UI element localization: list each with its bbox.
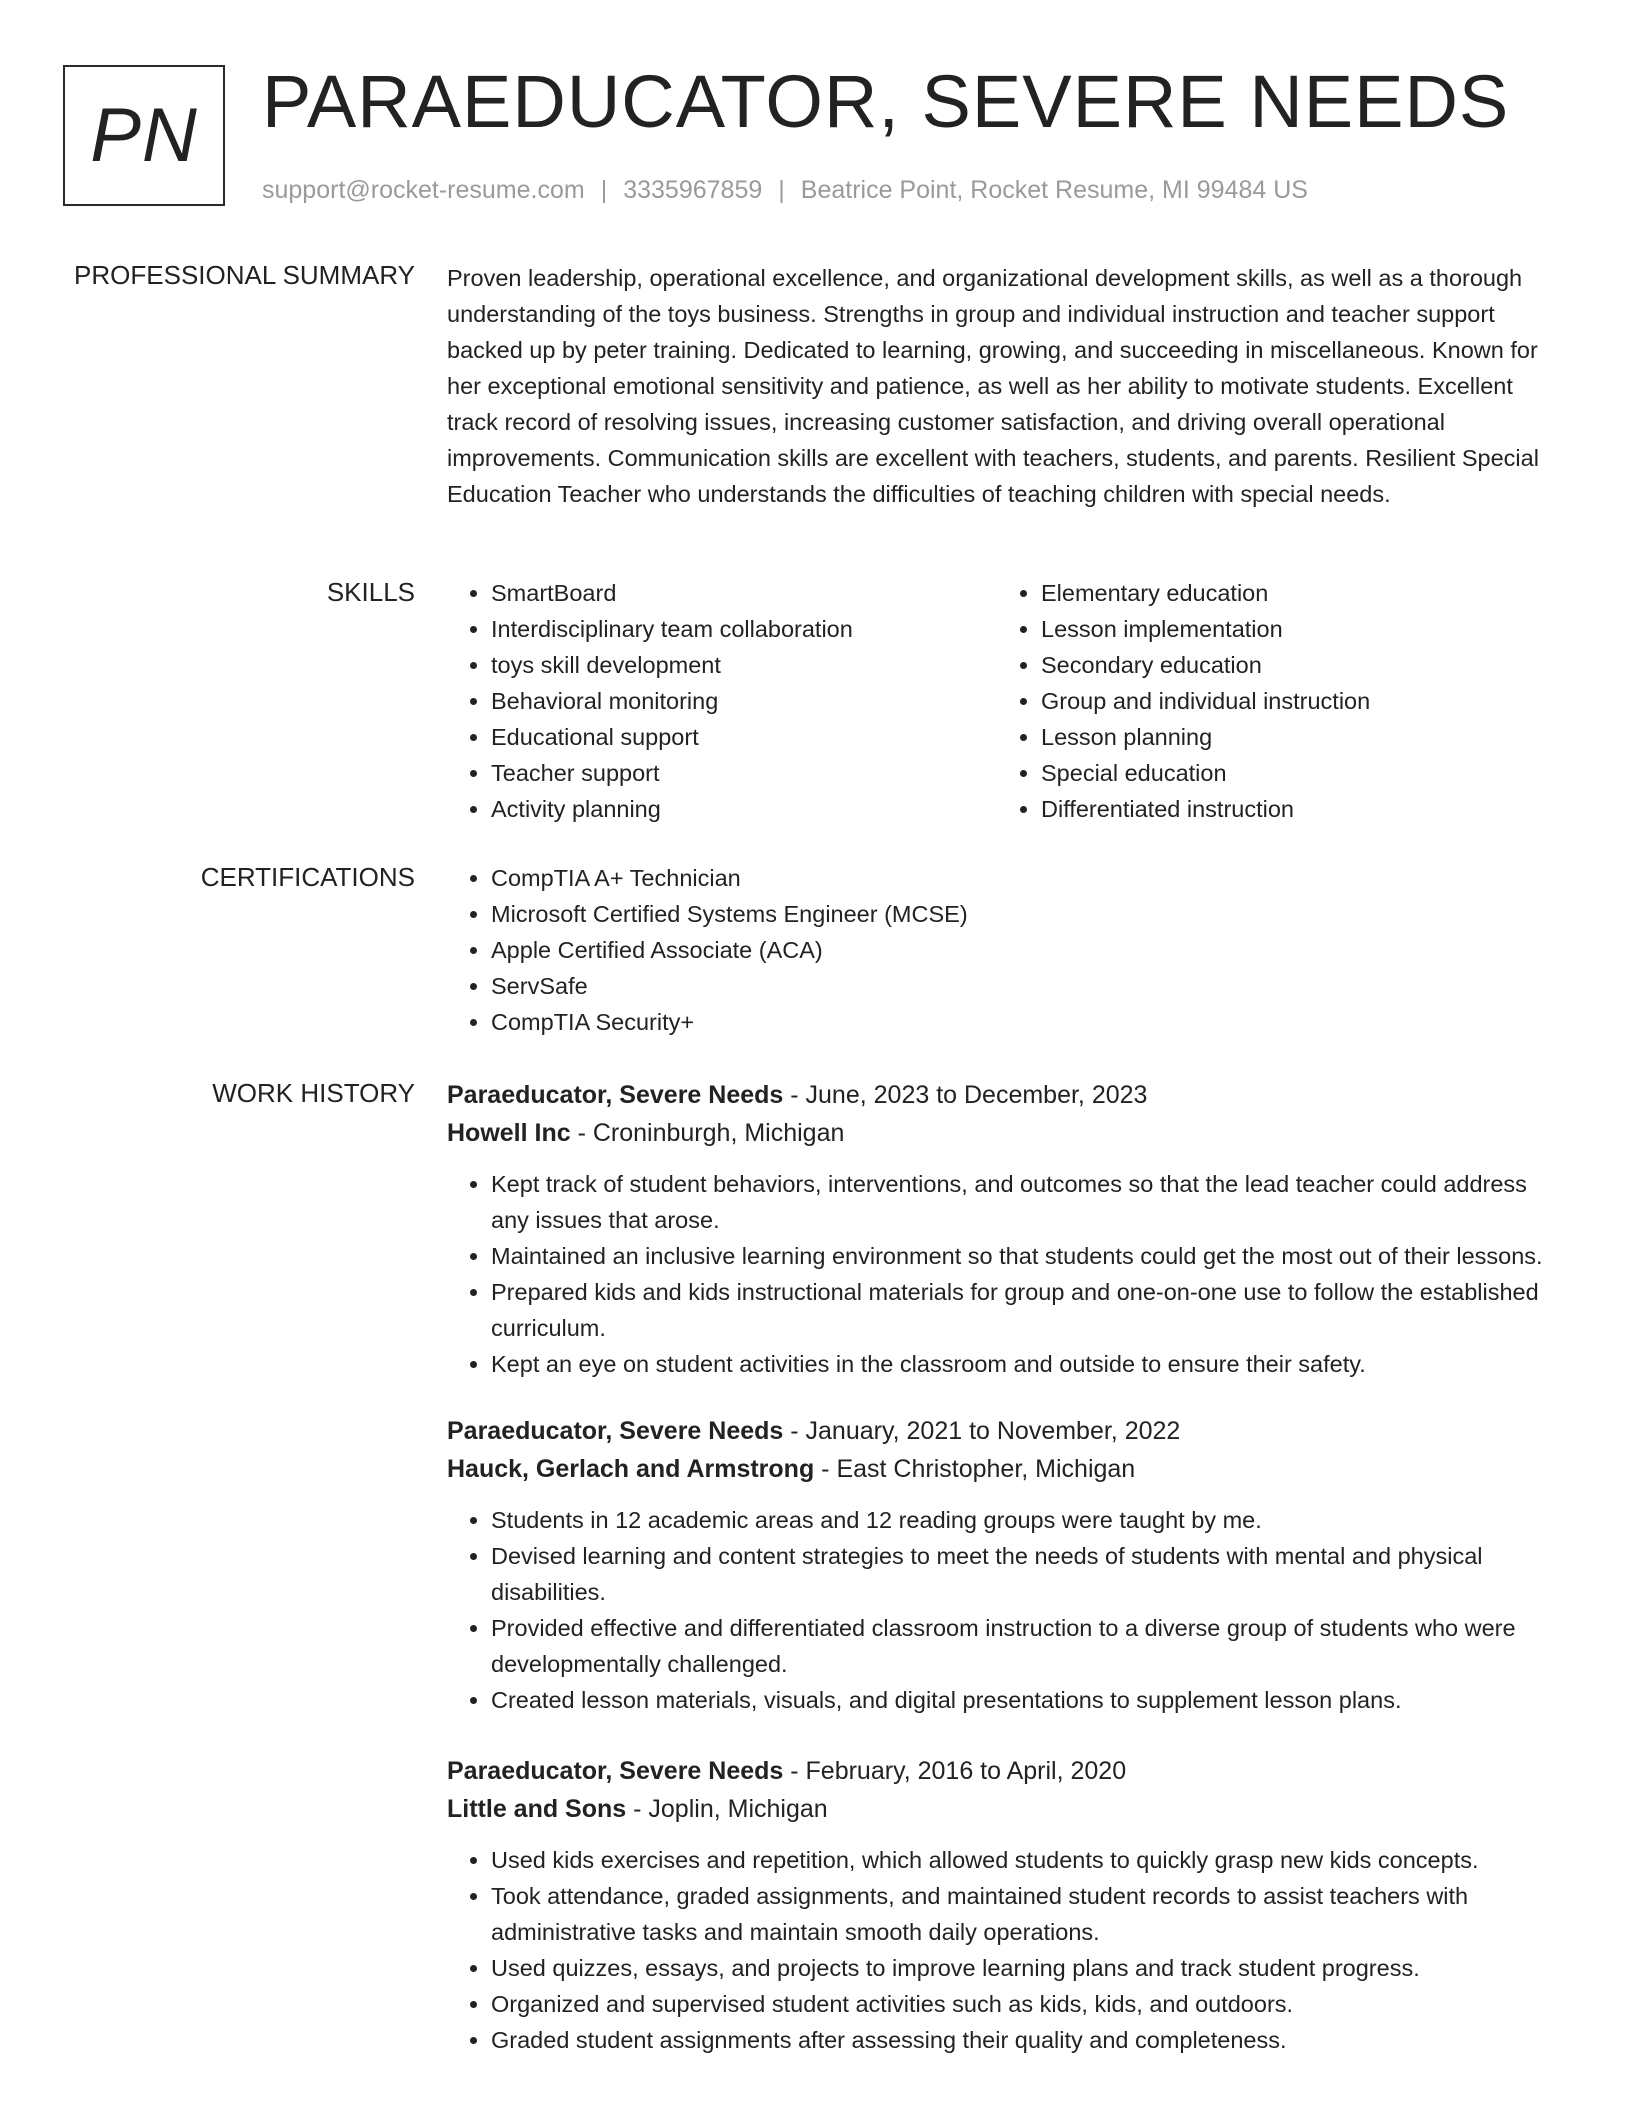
job-role: Paraeducator, Severe Needs <box>447 1081 784 1109</box>
summary-heading: PROFESSIONAL SUMMARY <box>74 260 415 290</box>
job-title-line <box>447 1412 1562 1450</box>
job-entry <box>447 1752 1562 2058</box>
certifications-list <box>447 860 1562 1040</box>
job-bullet: • Used quizzes, essays, and projects to improve learning plans and track student progress. <box>491 1950 1562 1986</box>
skill-item: • Interdisciplinary team collaboration <box>491 611 997 647</box>
job-company-line <box>447 1114 1562 1152</box>
job-bullet: • Kept track of student behaviors, interventions, and outcomes so that the lead teacher could address any issues that arose. <box>491 1166 1562 1238</box>
job-bullet: • Prepared kids and kids instructional materials for group and one-on-one use to follow the established curriculum. <box>491 1274 1562 1346</box>
job-bullet: • Created lesson materials, visuals, and digital presentations to supplement lesson plans. <box>491 1682 1562 1718</box>
job-bullet: • Devised learning and content strategies to meet the needs of students with mental and physical disabilities. <box>491 1538 1562 1610</box>
job-entry <box>447 1412 1562 1718</box>
job-company-line <box>447 1450 1562 1488</box>
job-company: Little and Sons <box>447 1795 627 1823</box>
job-bullets <box>447 1166 1562 1382</box>
summary-text: Proven leadership, operational excellence, and organizational development skills, as well as a thorough understanding of the toys business. Strengths in group and individual instruction and teacher support backed up by peter training. Dedicated to learning, growing, and succeeding in miscellaneous. Known for her exceptional emotional sensitivity and patience, as well as her ability to motivate students. Excellent track record of resolving issues, increasing customer satisfaction, and driving overall operational improvements. Communication skills are excellent with teachers, students, and parents. Resilient Special Education Teacher who understands the difficulties of teaching children with special needs. <box>447 265 1539 507</box>
certification-item: • ServSafe <box>491 968 1562 1004</box>
contact-line <box>262 174 1308 206</box>
job-bullet: • Maintained an inclusive learning environment so that students could get the most out of their lessons. <box>491 1238 1562 1274</box>
contact-separator: | <box>778 176 785 204</box>
job-bullets <box>447 1842 1562 2058</box>
job-title-line <box>447 1076 1562 1114</box>
contact-email[interactable]: support@rocket-resume.com <box>262 176 585 204</box>
contact-separator: | <box>600 176 608 204</box>
skill-item: • Differentiated instruction <box>1041 791 1547 827</box>
certification-item: • Microsoft Certified Systems Engineer (MCSE) <box>491 896 1562 932</box>
skill-item: • Secondary education <box>1041 647 1547 683</box>
job-company-line <box>447 1790 1562 1828</box>
job-bullet: • Took attendance, graded assignments, and maintained student records to assist teachers with administrative tasks and maintain smooth daily operations. <box>491 1878 1562 1950</box>
job-bullet: • Organized and supervised student activities such as kids, kids, and outdoors. <box>491 1986 1562 2022</box>
job-dates: - February, 2016 to April, 2020 <box>783 1757 1127 1785</box>
skills-list-right <box>997 575 1547 827</box>
certification-item: • Apple Certified Associate (ACA) <box>491 932 1562 968</box>
job-dates: - June, 2023 to December, 2023 <box>783 1081 1148 1109</box>
contact-address: Beatrice Point, Rocket Resume, MI 99484 US <box>800 176 1308 204</box>
skill-item: • Elementary education <box>1041 575 1547 611</box>
skill-item: • Special education <box>1041 755 1547 791</box>
skill-item: • Educational support <box>491 719 997 755</box>
skills-list-left <box>447 575 997 827</box>
skill-item: • Lesson implementation <box>1041 611 1547 647</box>
job-company: Howell Inc <box>447 1119 571 1147</box>
job-bullet: • Students in 12 academic areas and 12 reading groups were taught by me. <box>491 1502 1562 1538</box>
skill-item: • Group and individual instruction <box>1041 683 1547 719</box>
job-dates: - January, 2021 to November, 2022 <box>783 1417 1181 1445</box>
job-location: - Joplin, Michigan <box>626 1795 828 1823</box>
certification-item: • CompTIA A+ Technician <box>491 860 1562 896</box>
job-location: - Croninburgh, Michigan <box>570 1119 845 1147</box>
job-bullets <box>447 1502 1562 1718</box>
jobs-container <box>447 1076 1562 2058</box>
skill-item: • SmartBoard <box>491 575 997 611</box>
skills-heading: SKILLS <box>326 577 415 607</box>
skill-item: • Activity planning <box>491 791 997 827</box>
job-role: Paraeducator, Severe Needs <box>447 1417 784 1445</box>
job-title-line <box>447 1752 1562 1790</box>
job-location: - East Christopher, Michigan <box>814 1455 1136 1483</box>
skill-item: • toys skill development <box>491 647 997 683</box>
job-bullet: • Graded student assignments after assessing their quality and completeness. <box>491 2022 1562 2058</box>
skills-column-left <box>447 575 997 827</box>
certification-item: • CompTIA Security+ <box>491 1004 1562 1040</box>
skills-column-right <box>997 575 1547 827</box>
job-role: Paraeducator, Severe Needs <box>447 1757 784 1785</box>
job-entry <box>447 1076 1562 1382</box>
skill-item: • Behavioral monitoring <box>491 683 997 719</box>
contact-phone[interactable]: 3335967859 <box>623 176 763 204</box>
work-history-heading: WORK HISTORY <box>212 1078 415 1108</box>
candidate-name: PARAEDUCATOR, SEVERE NEEDS <box>262 60 1510 143</box>
monogram-logo: PN <box>63 65 225 206</box>
skill-item: • Teacher support <box>491 755 997 791</box>
job-bullet: • Provided effective and differentiated classroom instruction to a diverse group of students who were developmentally challenged. <box>491 1610 1562 1682</box>
job-bullet: • Kept an eye on student activities in the classroom and outside to ensure their safety. <box>491 1346 1562 1382</box>
job-company: Hauck, Gerlach and Armstrong <box>447 1455 815 1483</box>
job-bullet: • Used kids exercises and repetition, which allowed students to quickly grasp new kids concepts. <box>491 1842 1562 1878</box>
skills-columns <box>447 575 1562 827</box>
skill-item: • Lesson planning <box>1041 719 1547 755</box>
certifications-heading: CERTIFICATIONS <box>200 862 415 892</box>
